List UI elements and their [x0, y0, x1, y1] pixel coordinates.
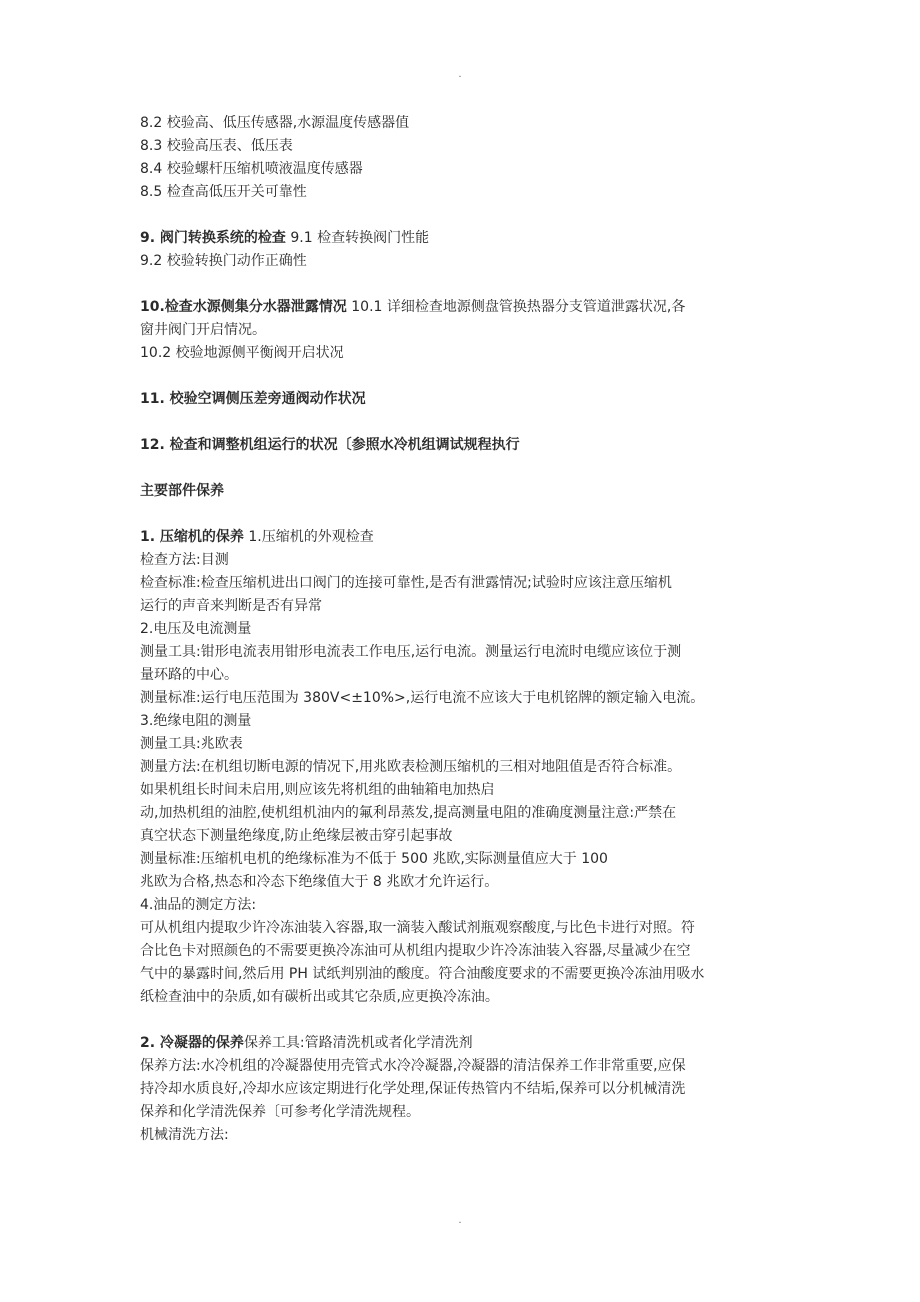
text-line: 如果机组长时间未启用,则应该先将机组的曲轴箱电加热启 [140, 782, 495, 798]
spacer [140, 457, 790, 480]
text-line: 2.电压及电流测量 [140, 621, 252, 637]
spacer [140, 503, 790, 526]
text-span: 保养工具:管路清洗机或者化学清洗剂 [243, 1035, 473, 1051]
text-line: 测量标准:压缩机电机的绝缘标准为不低于 500 兆欧,实际测量值应大于 100 [140, 851, 608, 867]
spacer [140, 411, 790, 434]
text-line: 持冷却水质良好,冷却水应该定期进行化学处理,保证传热管内不结垢,保养可以分机械清洗 [140, 1081, 686, 1097]
text-line: 8.2 校验高、低压传感器,水源温度传感器值 [140, 115, 410, 131]
text-line: 纸检查油中的杂质,如有碳析出或其它杂质,应更换冷冻油。 [140, 989, 499, 1005]
text-line: 机械清洗方法: [140, 1127, 229, 1143]
text-line: 动,加热机组的油腔,使机组机油内的氟利昂蒸发,提高测量电阻的准确度测量注意:严禁在 [140, 805, 677, 821]
text-line: 8.3 校验高压表、低压表 [140, 138, 293, 154]
section-heading: 2. 冷凝器的保养 [140, 1035, 244, 1051]
text-line: 检查标准:检查压缩机进出口阀门的连接可靠性,是否有泄露情况;试验时应该注意压缩机 [140, 575, 672, 591]
text-line: 真空状态下测量绝缘度,防止绝缘层被击穿引起事故 [140, 828, 453, 844]
text-line: 运行的声音来判断是否有异常 [140, 598, 322, 614]
text-line: 兆欧为合格,热态和冷态下绝缘值大于 8 兆欧才允许运行。 [140, 874, 499, 890]
section-heading: 10.检查水源侧集分水器泄露情况 [140, 299, 347, 315]
section-10-line [140, 296, 790, 319]
text-line: 3.绝缘电阻的测量 [140, 713, 252, 729]
text-line: 4.油品的测定方法: [140, 897, 257, 913]
page-dot-bottom: . [458, 1215, 462, 1226]
section-heading: 1. 压缩机的保养 [140, 529, 244, 545]
spacer [140, 204, 790, 227]
text-line: 测量方法:在机组切断电源的情况下,用兆欧表检测压缩机的三相对地阻值是否符合标准。 [140, 759, 682, 775]
compressor-heading-line [140, 526, 790, 549]
text-line: 10.2 校验地源侧平衡阀开启状况 [140, 345, 344, 361]
text-span: 9.1 检查转换阀门性能 [285, 230, 430, 246]
condenser-heading-line [140, 1032, 790, 1055]
text-line: 测量标准:运行电压范围为 380V<±10%>,运行电流不应该大于电机铭牌的额定输入电流。 [140, 690, 705, 706]
document-body [140, 112, 790, 1147]
text-line: 8.4 校验螺杆压缩机喷液温度传感器 [140, 161, 363, 177]
text-line: 保养和化学清洗保养〔可参考化学清洗规程。 [140, 1104, 420, 1120]
text-line: 可从机组内提取少许冷冻油装入容器,取一滴装入酸试剂瓶观察酸度,与比色卡进行对照。符 [140, 920, 695, 936]
text-line: 窗井阀门开启情况。 [140, 322, 266, 338]
page-dot-top: . [458, 69, 462, 80]
text-line: 测量工具:钳形电流表用钳形电流表工作电压,运行电流。测量运行电流时电缆应该位于测 [140, 644, 682, 660]
spacer [140, 365, 790, 388]
section-heading: 11. 校验空调侧压差旁通阀动作状况 [140, 391, 366, 407]
text-line: 气中的暴露时间,然后用 PH 试纸判别油的酸度。符合油酸度要求的不需要更换冷冻油用吸水 [140, 966, 705, 982]
section-9-line [140, 227, 790, 250]
text-line: 量环路的中心。 [140, 667, 238, 683]
text-span: 10.1 详细检查地源侧盘管换热器分支管道泄露状况,各 [346, 299, 686, 315]
text-line: 测量工具:兆欧表 [140, 736, 243, 752]
text-line: 9.2 校验转换门动作正确性 [140, 253, 307, 269]
text-line: 保养方法:水冷机组的冷凝器使用壳管式水冷冷凝器,冷凝器的清洁保养工作非常重要,应保 [140, 1058, 686, 1074]
text-line: 检查方法:目测 [140, 552, 229, 568]
main-title: 主要部件保养 [140, 483, 224, 499]
text-span: 1.压缩机的外观检查 [243, 529, 374, 545]
text-line: 8.5 检查高低压开关可靠性 [140, 184, 307, 200]
spacer [140, 273, 790, 296]
section-heading: 9. 阀门转换系统的检查 [140, 230, 286, 246]
spacer [140, 1009, 790, 1032]
section-heading: 12. 检查和调整机组运行的状况〔参照水冷机组调试规程执行 [140, 437, 520, 453]
text-line: 合比色卡对照颜色的不需要更换冷冻油可从机组内提取少许冷冻油装入容器,尽量减少在空 [140, 943, 691, 959]
